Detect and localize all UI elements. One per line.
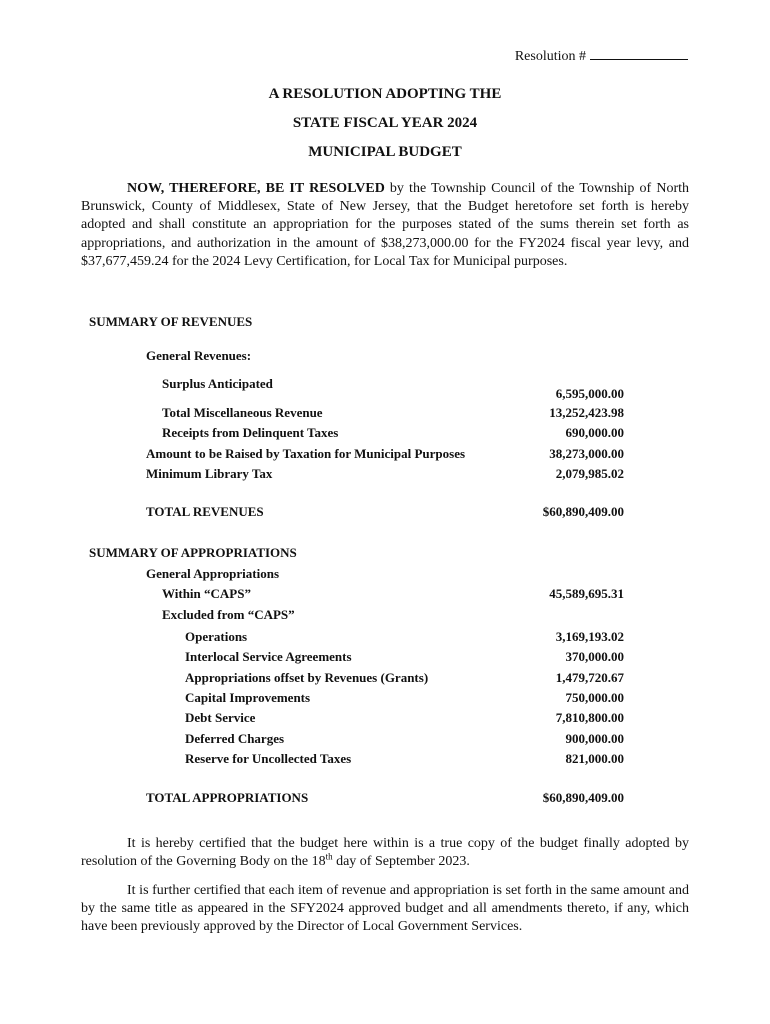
general-appropriations-subheading: General Appropriations xyxy=(146,566,280,581)
intro-bold-lead: NOW, THEREFORE, BE IT RESOLVED xyxy=(127,181,385,196)
certification-1-end: day of September 2023. xyxy=(332,854,470,870)
intro-paragraph xyxy=(81,180,689,271)
appropriation-row xyxy=(0,690,770,708)
certification-1-superscript: th xyxy=(325,851,333,862)
revenue-amount: 6,595,000.00 xyxy=(555,386,624,401)
resolution-number-blank xyxy=(590,47,688,60)
within-caps-amount: 45,589,695.31 xyxy=(549,586,624,601)
revenue-amount: 13,252,423.98 xyxy=(549,405,624,420)
revenue-amount: 38,273,000.00 xyxy=(549,446,624,461)
revenue-label: Surplus Anticipated xyxy=(162,376,273,391)
total-revenues-label: TOTAL REVENUES xyxy=(146,504,264,519)
appropriation-amount: 821,000.00 xyxy=(565,751,624,766)
total-appropriations-label: TOTAL APPROPRIATIONS xyxy=(146,790,309,805)
resolution-number-line xyxy=(515,47,688,65)
excluded-caps-row xyxy=(0,607,770,625)
appropriation-row xyxy=(0,670,770,688)
appropriation-amount: 750,000.00 xyxy=(565,690,624,705)
title-line-3: MUNICIPAL BUDGET xyxy=(308,144,462,160)
title-line-2: STATE FISCAL YEAR 2024 xyxy=(292,115,478,131)
appropriation-label: Deferred Charges xyxy=(185,731,285,746)
revenue-row xyxy=(0,425,770,443)
appropriation-amount: 3,169,193.02 xyxy=(555,629,624,644)
appropriation-label: Debt Service xyxy=(185,710,256,725)
appropriation-row xyxy=(0,731,770,749)
appropriations-heading: SUMMARY OF APPROPRIATIONS xyxy=(89,545,297,560)
total-revenues-amount: $60,890,409.00 xyxy=(542,504,624,519)
revenue-label: Total Miscellaneous Revenue xyxy=(162,405,323,420)
appropriation-amount: 1,479,720.67 xyxy=(555,670,624,685)
total-appropriations-row xyxy=(0,790,770,808)
revenue-row xyxy=(0,466,770,484)
title-line-1: A RESOLUTION ADOPTING THE xyxy=(268,86,502,102)
certification-2-text: It is further certified that each item of revenue and appropriation is set forth in the same amount and by the same title as appeared in the SFY2024 approved budget and all amendments thereto, if any, which have been previously approved by the Director of Local Government Services. xyxy=(81,883,689,935)
revenue-label: Minimum Library Tax xyxy=(146,466,273,481)
appropriation-amount: 900,000.00 xyxy=(565,731,624,746)
intro-text: by the Township Council of the Township of North Brunswick, County of Middlesex, State of New Jersey, that the Budget heretofore set forth is hereby adopted and shall constitute an appropriation for the purposes stated of the sums therein set forth as appropriations, and authorization in the amount of $38,273,000.00 for the FY2024 fiscal year levy, and $37,677,459.24 for the 2024 Levy Certification, for Local Tax for Municipal purposes. xyxy=(81,181,689,269)
revenue-amount: 2,079,985.02 xyxy=(555,466,624,481)
certification-paragraph-2 xyxy=(81,882,689,937)
appropriation-amount: 7,810,800.00 xyxy=(555,710,624,725)
appropriation-label: Capital Improvements xyxy=(185,690,311,705)
appropriation-label: Reserve for Uncollected Taxes xyxy=(185,751,352,766)
revenue-row xyxy=(0,405,770,423)
appropriation-label: Interlocal Service Agreements xyxy=(185,649,352,664)
resolution-number-label: Resolution # xyxy=(514,49,586,64)
general-revenues-subheading: General Revenues: xyxy=(146,348,252,363)
total-appropriations-amount: $60,890,409.00 xyxy=(542,790,624,805)
appropriation-row xyxy=(0,751,770,769)
within-caps-label: Within “CAPS” xyxy=(162,586,251,601)
appropriation-label: Appropriations offset by Revenues (Grants) xyxy=(185,670,429,685)
certification-1-text: It is hereby certified that the budget here within is a true copy of the budget finally adopted by resolution of the Governing Body on the 18 xyxy=(81,836,689,870)
revenue-label: Receipts from Delinquent Taxes xyxy=(162,425,339,440)
within-caps-row xyxy=(0,586,770,604)
certification-paragraph-1 xyxy=(81,835,689,871)
appropriation-row xyxy=(0,649,770,667)
excluded-caps-label: Excluded from “CAPS” xyxy=(162,607,295,622)
revenue-label: Amount to be Raised by Taxation for Municipal Purposes xyxy=(146,446,466,461)
revenue-row-amount xyxy=(0,386,770,404)
appropriation-row xyxy=(0,710,770,728)
total-revenues-row xyxy=(0,504,770,522)
revenue-row xyxy=(0,446,770,464)
appropriation-label: Operations xyxy=(185,629,248,644)
revenues-heading: SUMMARY OF REVENUES xyxy=(89,314,253,329)
appropriation-row xyxy=(0,629,770,647)
revenue-amount: 690,000.00 xyxy=(565,425,624,440)
appropriation-amount: 370,000.00 xyxy=(565,649,624,664)
